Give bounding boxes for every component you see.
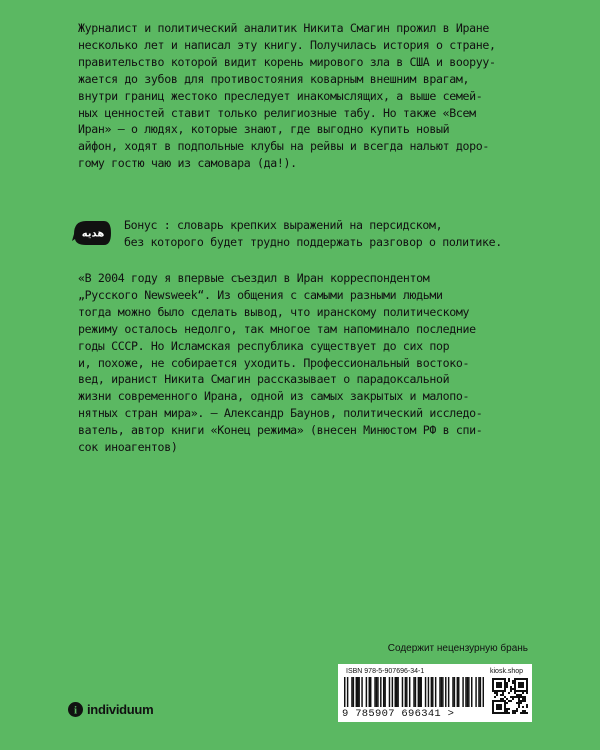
site-label: kiosk.shop [490, 668, 524, 675]
quote-paragraph: «В 2004 году я впервые съездил в Иран корреспондентом „Русского Newsweek“. Из общения с самыми разными людьми тогда можно было сделать вывод, что иранскому политическому режиму осталось недолго, так многое там напоминало последние годы СССР. Но Исламская республика существует до сих пор и, похоже, не собирается уходить. Профессиональный востоко- вед, иранист Никита Смагин рассказывает о парадоксальной жизни современного Ирана, одной из самых закрытых и малопо- нятных стран мира». – Александр Баунов, политический исследо- ватель, автор книги «Конец режима» (внесен Минюстом РФ в спи- сок иноагентов) [78, 271, 483, 455]
barcode-number: 9 785907 696341 [342, 708, 442, 720]
barcode-digits [342, 708, 482, 720]
publisher-logo [68, 702, 153, 717]
publisher-name: individuum [87, 702, 154, 717]
speech-bubble-icon [72, 219, 112, 247]
bonus-badge-text: هدیه [81, 228, 105, 240]
intro-paragraph: Журналист и политический аналитик Никита Смагин прожил в Иране несколько лет и написал эту книгу. Получилась история о стране, правительство которой видит корень мирового зла в США и вооруу- жается до зубов для противостояния коварным внешним врагам, внутри границ жестоко преследует инакомыслящих, а выше семей- ных ценностей ставит только религиозные табу. Но также «Всем Иран» – о людях, которые знают, где выгодно купить новый айфон, ходят в подпольные клубы на рейвы и всегда нальют доро- гому гостю чаю из самовара (да!). [78, 21, 496, 171]
barcode-arrow: > [447, 708, 455, 720]
publisher-logo-letter: i [73, 704, 78, 717]
qr-code-icon [492, 678, 528, 714]
barcode-icon [344, 677, 484, 707]
content-warning: Содержит нецензурную брань [387, 643, 528, 654]
isbn-label: ISBN 978-5-907696-34-1 [346, 668, 425, 675]
barcode-panel [338, 664, 532, 722]
bonus-text: Бонус : словарь крепких выражений на персидском, без которого будет трудно поддержать разговор о политике. [124, 218, 502, 249]
publisher-logo-icon [68, 702, 83, 717]
